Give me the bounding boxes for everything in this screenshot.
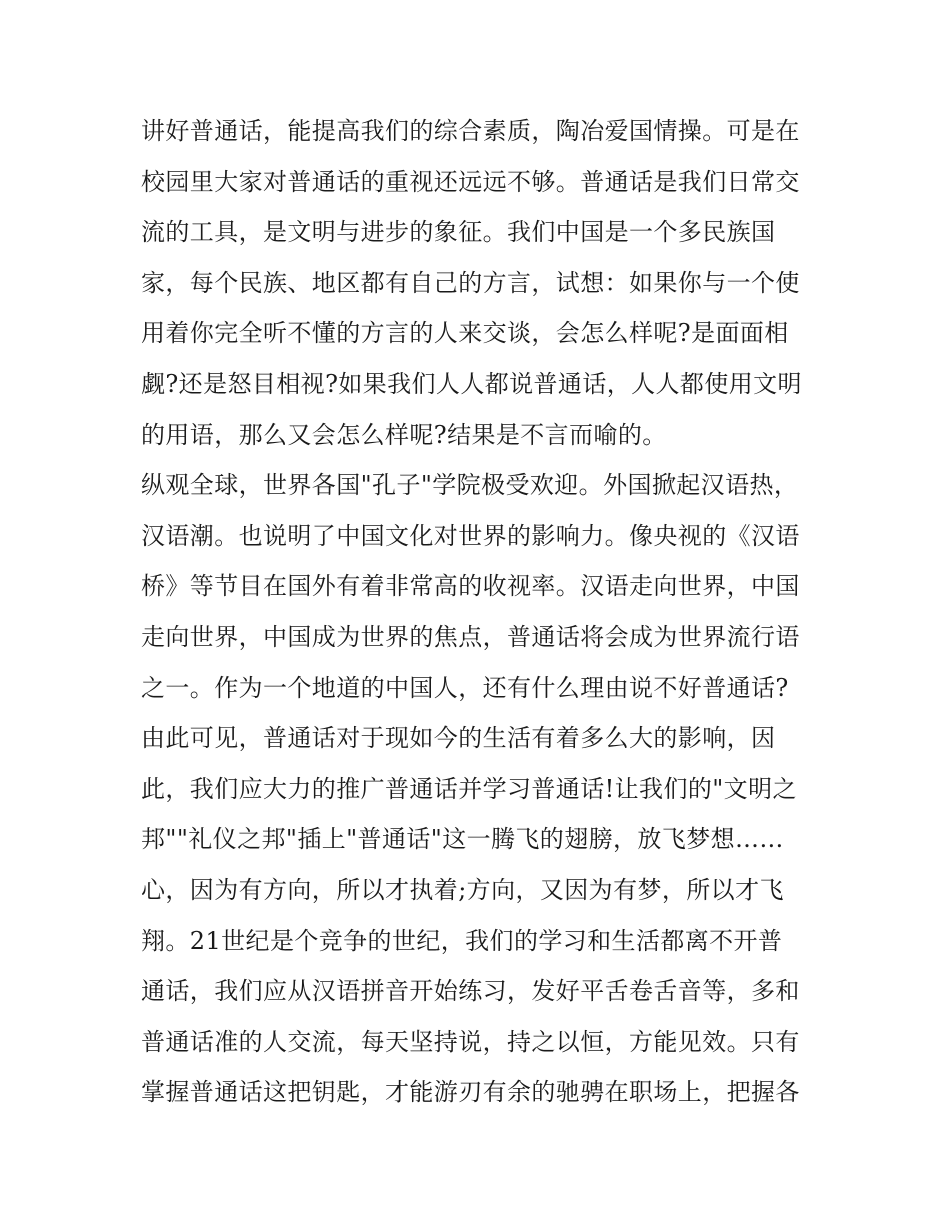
text-line: 纵观全球，世界各国"孔子"学院极受欢迎。外国掀起汉语热， (141, 471, 799, 500)
body-text (141, 106, 821, 1118)
text-line: 的用语，那么又会怎么样呢?结果是不言而喻的。 (141, 420, 667, 449)
text-line: 此，我们应大力的推广普通话并学习普通话!让我们的"文明之 (141, 774, 797, 803)
text-line: 桥》等节目在国外有着非常高的收视率。汉语走向世界，中国 (141, 572, 800, 601)
text-line: 走向世界，中国成为世界的焦点，普通话将会成为世界流行语 (141, 622, 800, 651)
text-line: 汉语潮。也说明了中国文化对世界的影响力。像央视的《汉语 (141, 521, 800, 550)
text-line: 家，每个民族、地区都有自己的方言，试想：如果你与一个使 (141, 268, 800, 297)
text-line: 由此可见，普通话对于现如今的生活有着多么大的影响，因 (141, 724, 776, 753)
text-line: 邦""礼仪之邦"插上"普通话"这一腾飞的翅膀，放飞梦想…… (141, 825, 784, 854)
text-line: 用着你完全听不懂的方言的人来交谈，会怎么样呢?是面面相 (141, 319, 789, 348)
text-line: 通话，我们应从汉语拼音开始练习，发好平舌卷舌音等，多和 (141, 977, 800, 1006)
text-line: 普通话准的人交流，每天坚持说，持之以恒，方能见效。只有 (141, 1027, 800, 1056)
text-line: 讲好普通话，能提高我们的综合素质，陶冶爱国情操。可是在 (141, 117, 800, 145)
text-line: 之一。作为一个地道的中国人，还有什么理由说不好普通话? (141, 673, 789, 702)
text-line: 觑?还是怒目相视?如果我们人人都说普通话，人人都使用文明 (141, 369, 802, 398)
text-line: 心，因为有方向，所以才执着;方向，又因为有梦，所以才飞 (141, 875, 784, 904)
text-line: 校园里大家对普通话的重视还远远不够。普通话是我们日常交 (141, 167, 800, 196)
text-line: 流的工具，是文明与进步的象征。我们中国是一个多民族国 (141, 218, 776, 247)
text-line: 掌握普通话这把钥匙，才能游刃有余的驰骋在职场上，把握各 (141, 1078, 800, 1107)
text-line: 翔。21世纪是个竞争的世纪，我们的学习和生活都离不开普 (141, 926, 783, 955)
